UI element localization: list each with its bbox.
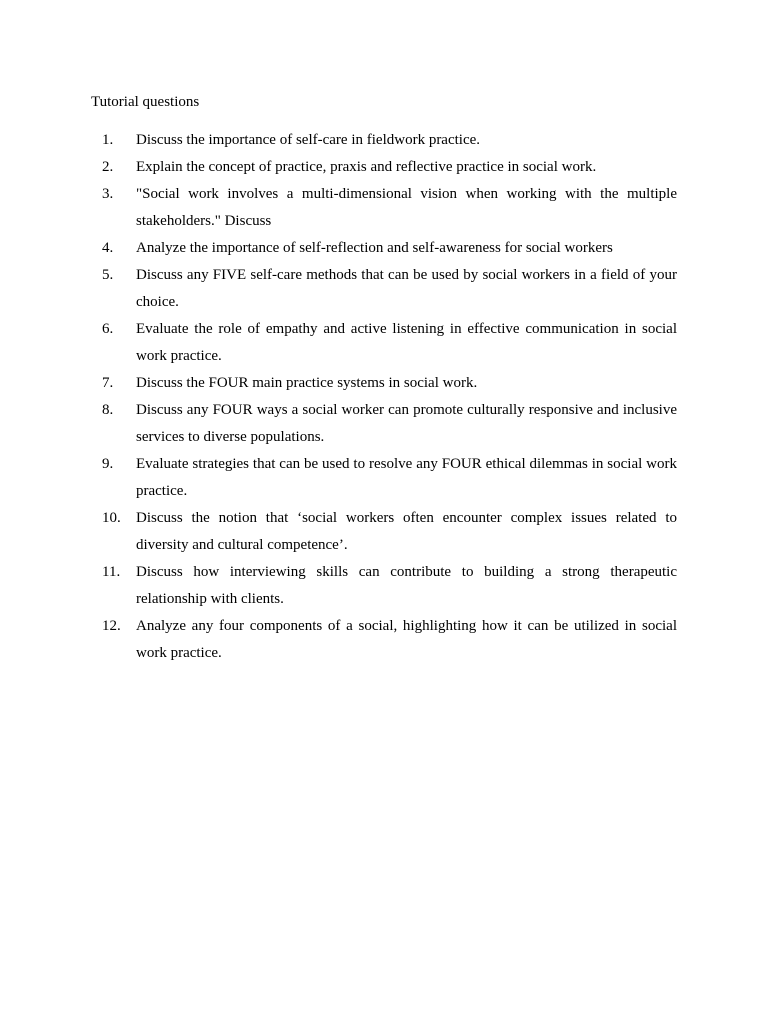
- question-item-7: [91, 370, 677, 397]
- question-number: [91, 505, 136, 532]
- question-item-8: [91, 397, 677, 451]
- question-number-label: 8.: [102, 402, 114, 418]
- question-item-2: [91, 154, 677, 181]
- question-text: Discuss how interviewing skills can contribute to building a strong therapeutic relationship with clients.: [136, 564, 677, 607]
- question-number: [91, 181, 136, 208]
- question-item-3: [91, 181, 677, 235]
- question-text: "Social work involves a multi-dimensional vision when working with the multiple stakeholders." Discuss: [136, 186, 677, 229]
- question-item-4: [91, 235, 677, 262]
- question-text: Discuss any FOUR ways a social worker can promote culturally responsive and inclusive services to diverse populations.: [136, 402, 677, 445]
- question-number: [91, 613, 136, 640]
- question-number: [91, 154, 136, 181]
- question-number-label: 7.: [102, 375, 114, 391]
- question-number-label: 5.: [102, 267, 114, 283]
- question-number-label: 11.: [102, 564, 121, 580]
- question-item-12: [91, 613, 677, 667]
- question-number: [91, 451, 136, 478]
- question-number-label: 4.: [102, 240, 114, 256]
- question-item-10: [91, 505, 677, 559]
- question-number-label: 6.: [102, 321, 114, 337]
- question-list: [91, 127, 677, 667]
- question-text: Analyze the importance of self-reflection and self-awareness for social workers: [136, 240, 613, 256]
- question-number-label: 9.: [102, 456, 114, 472]
- question-text: Discuss any FIVE self-care methods that can be used by social workers in a field of your choice.: [136, 267, 677, 310]
- question-text: Discuss the FOUR main practice systems in social work.: [136, 375, 478, 391]
- question-number-label: 3.: [102, 186, 114, 202]
- question-text: Explain the concept of practice, praxis and reflective practice in social work.: [136, 159, 597, 175]
- page-heading: Tutorial questions: [91, 94, 200, 110]
- question-text: Discuss the notion that ‘social workers often encounter complex issues related to diversity and cultural competence’.: [136, 510, 677, 553]
- question-number: [91, 397, 136, 424]
- question-number: [91, 370, 136, 397]
- question-number-label: 12.: [102, 618, 121, 634]
- question-number: [91, 316, 136, 343]
- question-number: [91, 235, 136, 262]
- question-text: Evaluate strategies that can be used to resolve any FOUR ethical dilemmas in social work practice.: [136, 456, 677, 499]
- question-item-9: [91, 451, 677, 505]
- question-number: [91, 127, 136, 154]
- question-number-label: 10.: [102, 510, 121, 526]
- question-number: [91, 559, 136, 586]
- question-number-label: 2.: [102, 159, 114, 175]
- question-item-6: [91, 316, 677, 370]
- question-text: Analyze any four components of a social, highlighting how it can be utilized in social work practice.: [136, 618, 677, 661]
- question-item-11: [91, 559, 677, 613]
- question-text: Discuss the importance of self-care in fieldwork practice.: [136, 132, 481, 148]
- question-number: [91, 262, 136, 289]
- question-item-5: [91, 262, 677, 316]
- question-item-1: [91, 127, 677, 154]
- question-text: Evaluate the role of empathy and active listening in effective communication in social work practice.: [136, 321, 677, 364]
- question-number-label: 1.: [102, 132, 114, 148]
